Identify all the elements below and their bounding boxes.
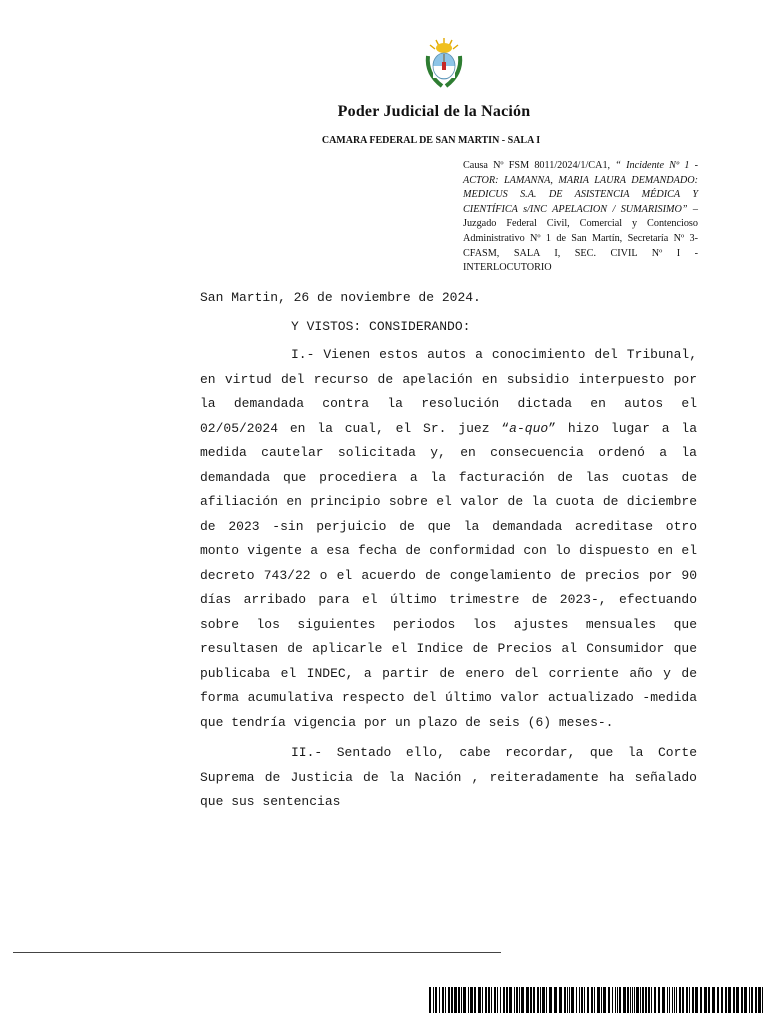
case-caption: “ Incidente Nº 1 - ACTOR: LAMANNA, MARIA LAURA DEMANDADO: MEDICUS S.A. DE ASISTENCIA MÉDICA Y CIENTÍFICA s/INC APELACION / SUMARISIMO” <box>463 160 698 215</box>
document-body <box>200 286 697 815</box>
paragraph-1-text-b: ” hizo lugar a la medida cautelar solicitada y, en consecuencia ordenó a la demandada que procediera a la facturación de las cuotas de afiliación en principio sobre el valor de la cuota de diciembre de 2023 -sin perjuicio de que la demandada acreditase otro monto vigente a esa fecha de conformidad con lo dispuesto en el decreto 743/22 o el acuerdo de congelamiento de precios por 90 días arribado para el último trimestre de 2023-, efectuando sobre los siguientes periodos los ajustes mensuales que resultasen de aplicarle el Indice de Precios al Consumidor que publicaba el INDEC, a partir de enero del corriente año y de forma acumulativa respecto del último valor actualizado -medida que tendría vigencia por un plazo de seis (6) meses-. <box>200 420 697 730</box>
paragraph-1 <box>200 343 697 735</box>
case-number: Causa Nº FSM 8011/2024/1/CA1, <box>463 160 616 171</box>
paragraph-1-text-a: I.- Vienen estos autos a conocimiento del Tribunal, en virtud del recurso de apelación en subsidio interpuesto por la demandada contra la resolución dictada en autos el 02/05/2024 en la cual, el Sr. juez “ <box>200 347 697 436</box>
chamber-name: CAMARA FEDERAL DE SAN MARTIN - SALA I <box>321 135 541 146</box>
court-title: Poder Judicial de la Nación <box>337 103 531 120</box>
vistos-heading: Y VISTOS: CONSIDERANDO: <box>291 319 471 334</box>
case-reference <box>463 159 698 276</box>
paragraph-1-italic: a-quo <box>509 420 549 436</box>
national-coat-of-arms-seal <box>422 36 466 90</box>
footnote-divider <box>13 952 501 953</box>
paragraph-2: II.- Sentado ello, cabe recordar, que la Corte Suprema de Justicia de la Nación , reiteradamente ha señalado que sus sentencias <box>200 745 697 809</box>
document-date: San Martin, 26 de noviembre de 2024. <box>200 290 481 305</box>
court-details: –Juzgado Federal Civil, Comercial y Contencioso Administrativo Nº 1 de San Martín, Secretaría Nº 3- CFASM, SALA I, SEC. CIVIL Nº I - INTERLOCUTORIO <box>463 203 698 274</box>
document-barcode <box>429 987 765 1013</box>
